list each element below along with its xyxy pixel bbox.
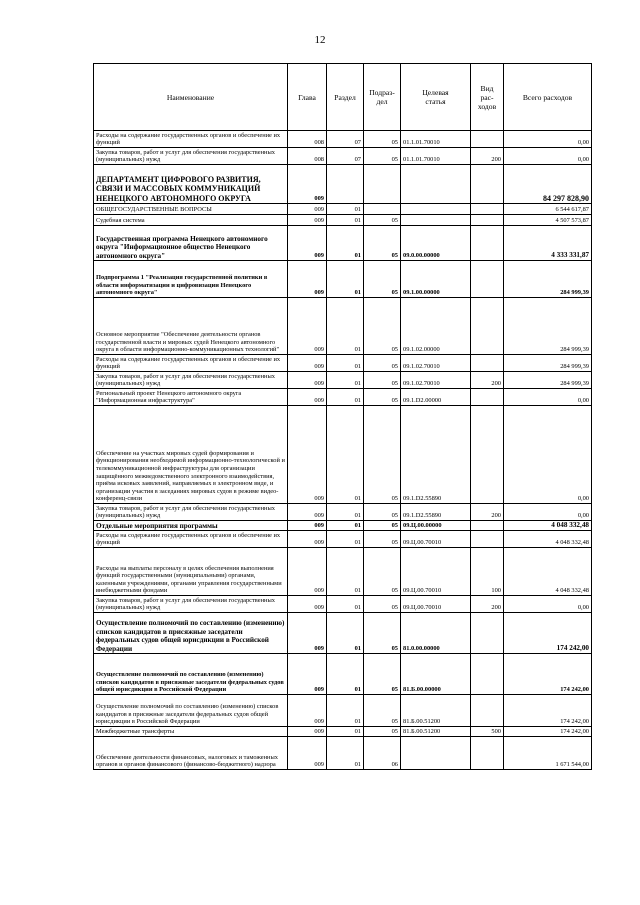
cell-podrazdel: 05 (364, 226, 401, 261)
cell-glava: 009 (288, 737, 327, 770)
cell-glava: 009 (288, 521, 327, 531)
cell-total: 284 999,39 (504, 355, 592, 372)
cell-total: 4 048 332,48 (504, 531, 592, 548)
cell-vid (471, 654, 504, 695)
cell-podrazdel (364, 204, 401, 215)
header-razdel: Раздел (327, 64, 364, 131)
cell-vid (471, 389, 504, 406)
cell-name: Осуществление полномочий по составлению (изменению) списков кандидатов в присяжные заседатели федеральных судов общей юрисдикции в Российской Федерации (94, 654, 288, 695)
cell-name: Расходы на содержание государственных органов и обеспечение их функций (94, 131, 288, 148)
cell-podrazdel: 05 (364, 504, 401, 521)
cell-podrazdel: 05 (364, 521, 401, 531)
cell-target: 09.1.02.70010 (401, 372, 471, 389)
cell-target: 81.0.00.00000 (401, 613, 471, 654)
cell-glava: 009 (288, 165, 327, 204)
cell-podrazdel: 05 (364, 548, 401, 596)
table-row (94, 521, 592, 531)
header-target: Целевая статья (401, 64, 471, 131)
cell-podrazdel: 05 (364, 389, 401, 406)
cell-razdel: 01 (327, 355, 364, 372)
cell-total: 174 242,00 (504, 695, 592, 727)
table-row (94, 355, 592, 372)
cell-glava: 009 (288, 204, 327, 215)
cell-total: 284 999,39 (504, 298, 592, 355)
cell-name: Расходы на выплаты персоналу в целях обеспечения выполнения функций государственными (муниципальными) органами, казенными учреждениями, органами управления государственными внебюджетными фондами (94, 548, 288, 596)
cell-glava: 009 (288, 613, 327, 654)
cell-razdel: 01 (327, 261, 364, 298)
cell-total: 284 999,39 (504, 372, 592, 389)
cell-razdel: 01 (327, 548, 364, 596)
table-row (94, 148, 592, 165)
cell-razdel: 01 (327, 204, 364, 215)
table-row (94, 261, 592, 298)
cell-vid (471, 521, 504, 531)
cell-vid: 100 (471, 548, 504, 596)
cell-podrazdel: 05 (364, 131, 401, 148)
cell-razdel: 01 (327, 613, 364, 654)
cell-name: Расходы на содержание государственных органов и обеспечение их функций (94, 355, 288, 372)
cell-total: 0,00 (504, 148, 592, 165)
cell-target (401, 737, 471, 770)
cell-razdel: 01 (327, 504, 364, 521)
cell-vid (471, 204, 504, 215)
cell-glava: 009 (288, 215, 327, 226)
cell-target (401, 204, 471, 215)
cell-podrazdel: 05 (364, 727, 401, 737)
cell-vid: 200 (471, 504, 504, 521)
cell-vid (471, 226, 504, 261)
cell-total: 0,00 (504, 596, 592, 613)
table-row (94, 504, 592, 521)
cell-razdel: 01 (327, 226, 364, 261)
table-row (94, 215, 592, 226)
cell-razdel: 01 (327, 298, 364, 355)
cell-total: 4 507 573,87 (504, 215, 592, 226)
cell-target: 09.Ц.00.70010 (401, 548, 471, 596)
cell-razdel: 07 (327, 131, 364, 148)
cell-podrazdel: 05 (364, 355, 401, 372)
cell-glava: 009 (288, 548, 327, 596)
cell-razdel: 01 (327, 737, 364, 770)
cell-glava: 009 (288, 531, 327, 548)
cell-vid (471, 261, 504, 298)
cell-vid (471, 298, 504, 355)
cell-name: Осуществление полномочий по составлению (изменению) списков кандидатов в присяжные заседатели федеральных судов общей юрисдикции в Российской Федерации (94, 695, 288, 727)
cell-podrazdel: 05 (364, 148, 401, 165)
table-row (94, 226, 592, 261)
table-row (94, 372, 592, 389)
page-number: 12 (314, 34, 326, 46)
cell-glava: 008 (288, 131, 327, 148)
cell-vid (471, 131, 504, 148)
cell-total: 0,00 (504, 504, 592, 521)
cell-name: Государственная программа Ненецкого автономного округа "Информационное общество Ненецкого автономного округа" (94, 226, 288, 261)
table-body (94, 131, 592, 770)
cell-podrazdel: 05 (364, 372, 401, 389)
cell-vid (471, 613, 504, 654)
cell-vid (471, 737, 504, 770)
table-row (94, 737, 592, 770)
cell-name: Региональный проект Ненецкого автономного округа "Информационная инфраструктура" (94, 389, 288, 406)
cell-podrazdel: 06 (364, 737, 401, 770)
cell-glava: 009 (288, 727, 327, 737)
cell-glava: 009 (288, 695, 327, 727)
cell-total: 6 544 617,87 (504, 204, 592, 215)
cell-name: Межбюджетные трансферты (94, 727, 288, 737)
cell-podrazdel: 05 (364, 531, 401, 548)
table-row (94, 131, 592, 148)
cell-total: 1 671 544,00 (504, 737, 592, 770)
cell-vid (471, 355, 504, 372)
cell-vid: 500 (471, 727, 504, 737)
cell-target: 01.1.01.70010 (401, 131, 471, 148)
cell-target: 09.1.D2.00000 (401, 389, 471, 406)
table-row (94, 548, 592, 596)
cell-podrazdel: 05 (364, 406, 401, 504)
cell-target: 09.1.02.00000 (401, 298, 471, 355)
cell-total: 4 333 331,87 (504, 226, 592, 261)
table-row (94, 204, 592, 215)
cell-vid: 200 (471, 148, 504, 165)
cell-glava: 009 (288, 654, 327, 695)
table-row (94, 596, 592, 613)
cell-vid: 200 (471, 372, 504, 389)
cell-total: 84 297 828,90 (504, 165, 592, 204)
cell-total: 4 048 332,48 (504, 521, 592, 531)
cell-podrazdel: 05 (364, 654, 401, 695)
table-row (94, 654, 592, 695)
cell-total: 4 048 332,48 (504, 548, 592, 596)
cell-target: 09.1.D2.55890 (401, 504, 471, 521)
cell-razdel: 01 (327, 727, 364, 737)
table-row (94, 531, 592, 548)
cell-name: Закупка товаров, работ и услуг для обеспечения государственных (муниципальных) нужд (94, 372, 288, 389)
cell-name: Закупка товаров, работ и услуг для обеспечения государственных (муниципальных) нужд (94, 504, 288, 521)
header-glava: Глава (288, 64, 327, 131)
cell-name: Расходы на содержание государственных органов и обеспечение их функций (94, 531, 288, 548)
cell-podrazdel: 05 (364, 261, 401, 298)
cell-glava: 008 (288, 148, 327, 165)
cell-vid (471, 165, 504, 204)
cell-razdel (327, 165, 364, 204)
cell-total: 174 242,00 (504, 613, 592, 654)
cell-total: 284 999,39 (504, 261, 592, 298)
header-vid: Вид рас- ходов (471, 64, 504, 131)
cell-total: 0,00 (504, 406, 592, 504)
table-row (94, 389, 592, 406)
header-total: Всего расходов (504, 64, 592, 131)
cell-podrazdel: 05 (364, 596, 401, 613)
cell-razdel: 01 (327, 695, 364, 727)
cell-vid (471, 215, 504, 226)
cell-name: Осуществление полномочий по составлению (изменению) списков кандидатов в присяжные заседатели федеральных судов общей юрисдикции в Российской Федерации (94, 613, 288, 654)
cell-target: 09.Ц.00.70010 (401, 596, 471, 613)
cell-vid: 200 (471, 596, 504, 613)
table-row (94, 727, 592, 737)
cell-name: Судебная система (94, 215, 288, 226)
cell-glava: 009 (288, 596, 327, 613)
budget-table (93, 63, 592, 770)
table-row (94, 695, 592, 727)
cell-razdel: 01 (327, 531, 364, 548)
table-row (94, 298, 592, 355)
cell-target: 81.Б.00.51200 (401, 695, 471, 727)
cell-target (401, 215, 471, 226)
cell-name: ДЕПАРТАМЕНТ ЦИФРОВОГО РАЗВИТИЯ, СВЯЗИ И МАССОВЫХ КОММУНИКАЦИЙ НЕНЕЦКОГО АВТОНОМНОГО ОКРУГА (94, 165, 288, 204)
cell-name: ОБЩЕГОСУДАРСТВЕННЫЕ ВОПРОСЫ (94, 204, 288, 215)
cell-total: 0,00 (504, 389, 592, 406)
cell-name: Обеспечение деятельности финансовых, налоговых и таможенных органов и органов финансового (финансово-бюджетного) надзора (94, 737, 288, 770)
cell-glava: 009 (288, 389, 327, 406)
cell-razdel: 07 (327, 148, 364, 165)
cell-podrazdel: 05 (364, 613, 401, 654)
cell-name: Отдельные мероприятия программы (94, 521, 288, 531)
table-row (94, 613, 592, 654)
cell-target: 09.1.02.70010 (401, 355, 471, 372)
cell-razdel: 01 (327, 521, 364, 531)
cell-glava: 009 (288, 355, 327, 372)
cell-target: 09.1.00.00000 (401, 261, 471, 298)
cell-name: Подпрограмма 1 "Реализация государственной политики в области информатизации и цифровизации Ненецкого автономного округа" (94, 261, 288, 298)
cell-total: 0,00 (504, 131, 592, 148)
cell-razdel: 01 (327, 406, 364, 504)
cell-name: Закупка товаров, работ и услуг для обеспечения государственных (муниципальных) нужд (94, 148, 288, 165)
cell-podrazdel: 05 (364, 298, 401, 355)
table-row (94, 406, 592, 504)
cell-total: 174 242,00 (504, 654, 592, 695)
cell-target: 09.1.D2.55890 (401, 406, 471, 504)
cell-glava: 009 (288, 406, 327, 504)
cell-total: 174 242,00 (504, 727, 592, 737)
header-name: Наименование (94, 64, 288, 131)
cell-podrazdel (364, 165, 401, 204)
cell-glava: 009 (288, 261, 327, 298)
cell-razdel: 01 (327, 372, 364, 389)
cell-target: 81.Б.00.51200 (401, 727, 471, 737)
cell-glava: 009 (288, 226, 327, 261)
cell-podrazdel: 05 (364, 695, 401, 727)
cell-target: 09.0.00.00000 (401, 226, 471, 261)
cell-target: 09.Ц.00.70010 (401, 531, 471, 548)
cell-name: Обеспечение на участках мировых судей формирования и функционирования необходимой информационно-технологической и телекоммуникационной инфраструктуры для организации защищённого межведомственного электронного взаимодействия, приёма исковых заявлений, направляемых в электронном виде, и организации участия в заседаниях мировых судов в режиме видео-конференц-связи (94, 406, 288, 504)
header-podrazdel: Подраз- дел (364, 64, 401, 131)
cell-vid (471, 406, 504, 504)
cell-razdel: 01 (327, 389, 364, 406)
cell-razdel: 01 (327, 596, 364, 613)
cell-name: Основное мероприятие "Обеспечение деятельности органов государственной власти и мировых судей Ненецкого автономного округа в области информационно-коммуникационных технологий" (94, 298, 288, 355)
cell-target: 81.Б.00.00000 (401, 654, 471, 695)
cell-target: 01.1.01.70010 (401, 148, 471, 165)
cell-target: 09.Ц.00.00000 (401, 521, 471, 531)
cell-razdel: 01 (327, 215, 364, 226)
cell-vid (471, 695, 504, 727)
cell-name: Закупка товаров, работ и услуг для обеспечения государственных (муниципальных) нужд (94, 596, 288, 613)
cell-glava: 009 (288, 298, 327, 355)
table-row (94, 165, 592, 204)
cell-glava: 009 (288, 372, 327, 389)
cell-target (401, 165, 471, 204)
table-header-row (94, 64, 592, 131)
cell-podrazdel: 05 (364, 215, 401, 226)
cell-vid (471, 531, 504, 548)
cell-razdel: 01 (327, 654, 364, 695)
cell-glava: 009 (288, 504, 327, 521)
